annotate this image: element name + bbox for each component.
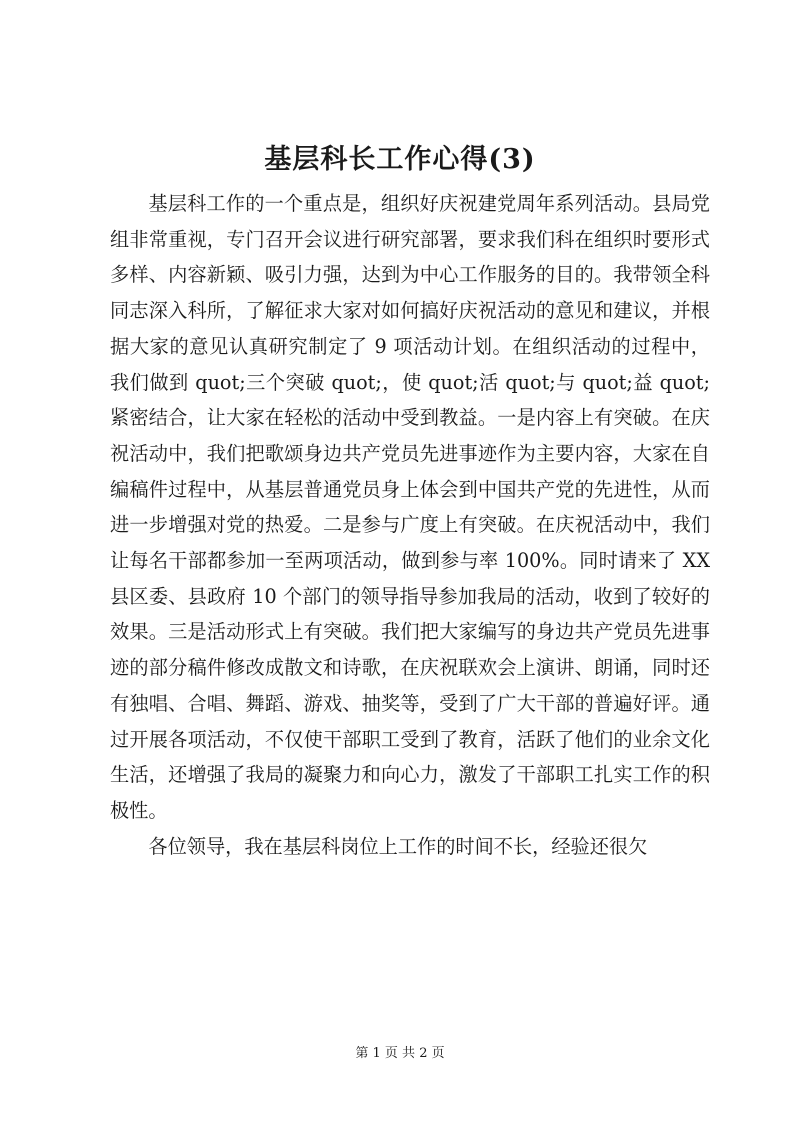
document-title: 基层科长工作心得(3) <box>264 144 536 175</box>
document-body <box>110 186 710 864</box>
page-footer: 第 1 页 共 2 页 <box>355 1046 445 1061</box>
paragraph-1: 基层科工作的一个重点是，组织好庆祝建党周年系列活动。县局党组非常重视，专门召开会议进行研究部署，要求我们科在组织时要形式多样、内容新颖、吸引力强，达到为中心工作服务的目的。我带领全科同志深入科所，了解征求大家对如何搞好庆祝活动的意见和建议，并根据大家的意见认真研究制定了 9 项活动计划。在组织活动的过程中，我们做到 quot;三个突破 quot;，使 quot;活 quot;与 quot;益 quot;紧密结合，让大家在轻松的活动中受到教益。一是内容上有突破。在庆祝活动中，我们把歌颂身边共产党员先进事迹作为主要内容，大家在自编稿件过程中，从基层普通党员身上体会到中国共产党的先进性，从而进一步增强对党的热爱。二是参与广度上有突破。在庆祝活动中，我们让每名干部都参加一至两项活动，做到参与率 100%。同时请来了 XX 县区委、县政府 10 个部门的领导指导参加我局的活动，收到了较好的效果。三是活动形式上有突破。我们把大家编写的身边共产党员先进事迹的部分稿件修改成散文和诗歌，在庆祝联欢会上演讲、朗诵，同时还有独唱、合唱、舞蹈、游戏、抽奖等，受到了广大干部的普遍好评。通过开展各项活动，不仅使干部职工受到了教育，活跃了他们的业余文化生活，还增强了我局的凝聚力和向心力，激发了干部职工扎实工作的积极性。 <box>110 192 710 822</box>
paragraph-2: 各位领导，我在基层科岗位上工作的时间不长，经验还很欠 <box>148 834 648 858</box>
